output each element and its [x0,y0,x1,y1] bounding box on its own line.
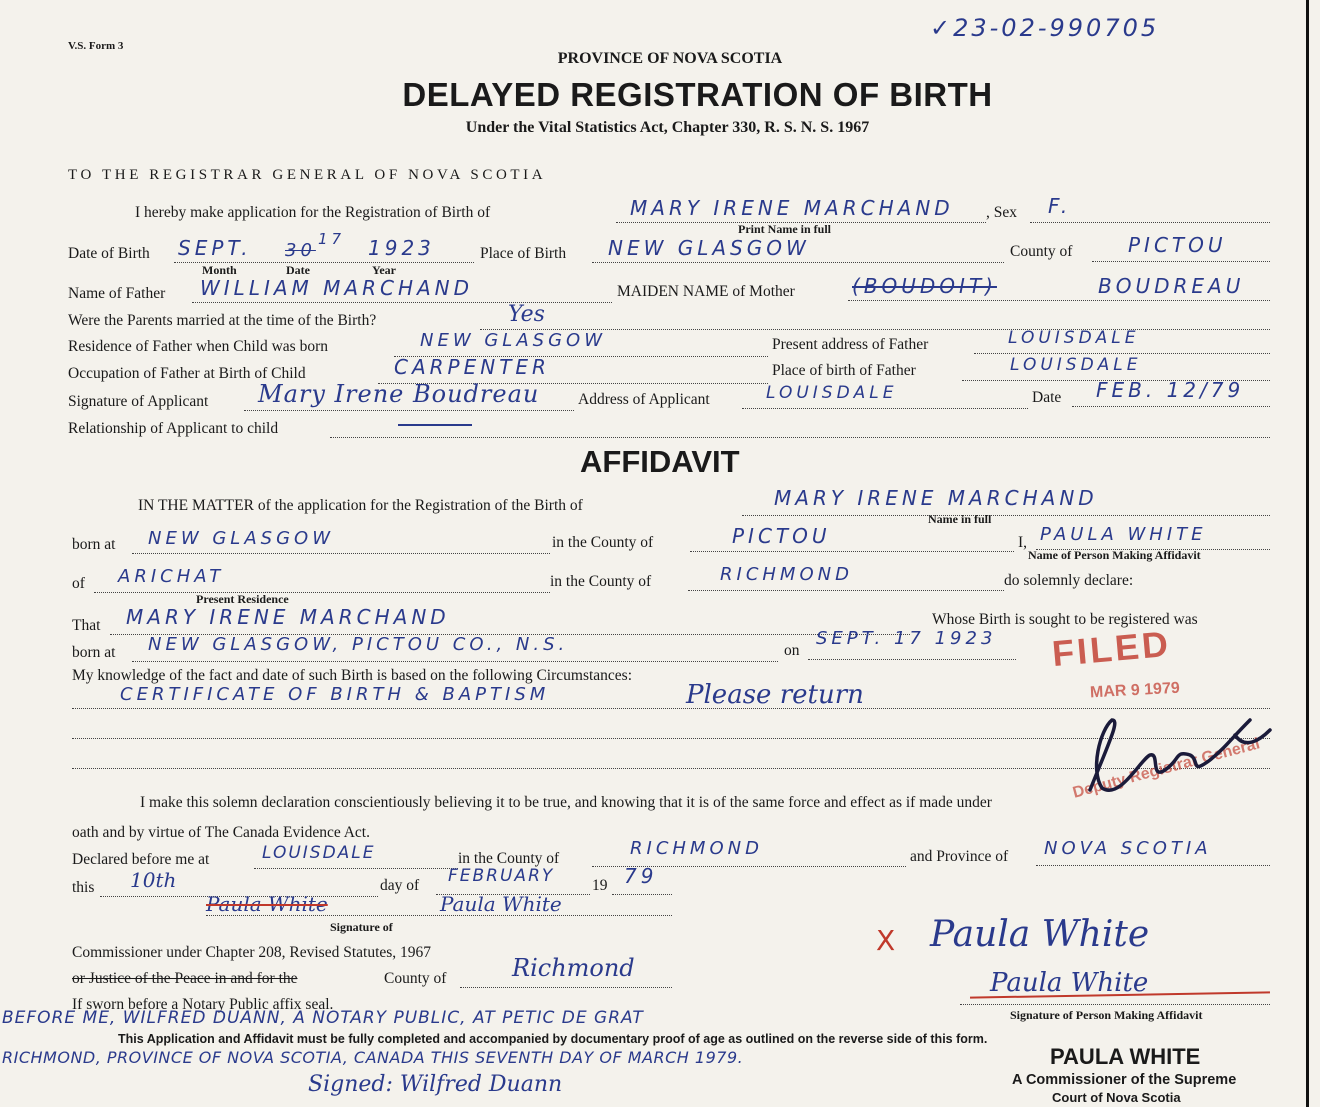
i-label: I, [1018,534,1028,551]
mother-value-struck: (BOUDOIT) [852,274,997,298]
place-value: NEW GLASGOW [608,236,810,260]
declare-label: do solemnly declare: [1004,572,1134,589]
sex-line [1030,222,1270,223]
affidavit-county-value: PICTOU [732,524,831,548]
father-birthplace-label: Place of birth of Father [772,362,916,379]
that-value: MARY IRENE MARCHAND [126,605,450,629]
commissioner-sig-line [206,915,672,916]
born-at-line [132,553,550,554]
month-caption: Month [202,263,237,277]
mother-line [848,300,1270,301]
deponent-mark: X [876,924,896,957]
dob-month: SEPT. [178,236,252,260]
county-label: County of [1010,243,1073,260]
deponent-sig-line [960,1004,1270,1005]
affidavit-heading: AFFIDAVIT [580,444,740,479]
father-value: WILLIAM MARCHAND [200,276,474,300]
mother-value: BOUDREAU [1098,274,1245,298]
stamp-office: Deputy Registrar General [1070,735,1262,802]
file-number: ✓23-02-990705 [930,14,1160,42]
commissioner-stamp-name: PAULA WHITE [1050,1044,1201,1069]
declared-label: Declared before me at [72,851,210,868]
circumstance-value: CERTIFICATE OF BIRTH & BAPTISM [120,684,550,705]
justice-label: or Justice of the Peace in and for the [72,970,298,987]
county3-label: in the County of [458,850,560,867]
deponent-caption: Name of Person Making Affidavit [1028,548,1201,562]
filed-stamp: FILED [1050,622,1173,675]
matter-line [742,515,1270,516]
province-heading: PROVINCE OF NOVA SCOTIA [557,50,783,67]
notary-label: If sworn before a Notary Public affix seal. [72,996,334,1013]
county-value: PICTOU [1128,233,1227,257]
residence-caption: Present Residence [196,592,289,606]
commissioner-signature: Paula White [440,892,562,916]
married-value: Yes [508,302,545,327]
county2-line [688,590,1004,591]
child-name: MARY IRENE MARCHAND [630,196,954,220]
document-subtitle: Under the Vital Statistics Act, Chapter 330, R. S. N. S. 1967 [465,119,870,136]
footer-note: This Application and Affidavit must be fully completed and accompanied by documentary proof of age as outlined on the reverse side of this form. [118,1032,988,1046]
month-value: FEBRUARY [448,866,555,886]
province-value: NOVA SCOTIA [1044,838,1212,859]
form-id: V.S. Form 3 [68,40,124,52]
notary-note-line2: RICHMOND, PROVINCE OF NOVA SCOTIA, CANADA THIS SEVENTH DAY OF MARCH 1979. [2,1048,744,1067]
day-label: day of [380,877,420,894]
born-at2-label: born at [72,644,116,661]
deponent-sig-caption: Signature of Person Making Affidavit [1010,1008,1203,1022]
signature-line [244,410,574,411]
residence-line-aff [94,592,550,593]
scan-edge [1306,0,1309,1107]
deponent-signature: Paula White [930,914,1150,955]
born-at2-line [132,661,778,662]
commissioner-stamp-line2: A Commissioner of the Supreme [1012,1072,1237,1088]
signature-label: Signature of Applicant [68,393,209,410]
on-value: SEPT. 17 1923 [816,628,997,649]
date-line [1072,406,1270,407]
applicant-addr-line [742,408,1028,409]
dob-year: 1923 [368,236,435,260]
applicant-addr-label: Address of Applicant [578,391,710,408]
stamp-date: MAR 9 1979 [1089,679,1181,702]
place-label: Place of Birth [480,245,567,262]
county2-label: in the County of [550,573,652,590]
deponent-residence: ARICHAT [118,566,225,587]
print-name-caption: Print Name in full [738,222,831,236]
dob-date: 17 [318,230,346,248]
intro-label: I hereby make application for the Registration of Birth of [135,204,491,221]
knowledge-label: My knowledge of the fact and date of such Birth is based on the following Circumstances: [72,667,633,684]
applicant-signature: Mary Irene Boudreau [258,380,540,408]
registrar-signature-icon [1050,700,1280,810]
county3-value: RICHMOND [630,838,763,859]
matter-label: IN THE MATTER of the application for the Registration of the Birth of [138,497,583,514]
province-line [1036,865,1270,866]
notary-note-line1: BEFORE ME, WILFRED DUANN, A NOTARY PUBLIC, AT PETIC DE GRAT [2,1008,644,1028]
date-caption: Date [286,263,310,277]
date-label: Date [1032,389,1062,406]
father-birthplace-value: LOUISDALE [1010,355,1142,375]
declaration-text: I make this solemn declaration conscientiously believing it to be true, and knowing that it is of the same force and effect as if made under [140,794,992,811]
mother-label: MAIDEN NAME of Mother [617,283,795,300]
father-label: Name of Father [68,285,166,302]
dob-date-struck: 30 [285,240,316,261]
place-line [592,262,1004,263]
present-addr-line [974,353,1270,354]
dob-label: Date of Birth [68,245,150,262]
residence-value: NEW GLASGOW [420,330,606,351]
of-label: of [72,575,85,592]
married-label: Were the Parents married at the time of the Birth? [68,312,377,329]
year-prefix: 19 [592,877,608,894]
signature-of-caption: Signature of [330,920,393,934]
relationship-label: Relationship of Applicant to child [68,420,279,437]
county-line [1092,261,1270,262]
name-caption: Name in full [928,512,992,526]
declared-place: LOUISDALE [262,843,376,863]
present-addr-value: LOUISDALE [1008,328,1140,348]
born-at-value: NEW GLASGOW [148,528,334,549]
year-value: 79 [624,864,658,888]
on-label: on [784,642,800,659]
born-at-label: born at [72,536,116,553]
county-of-label: in the County of [552,534,654,551]
sex-label: , Sex [986,204,1017,221]
declaration-text-2: oath and by virtue of The Canada Evidence Act. [72,824,370,841]
commissioner-signature-struck: Paula White [206,892,328,916]
day-value: 10th [130,868,177,892]
notary-note-line3: Signed: Wilfred Duann [308,1072,563,1097]
commissioner-label: Commissioner under Chapter 208, Revised Statutes, 1967 [72,944,432,961]
residence-label: Residence of Father when Child was born [68,338,328,355]
present-addr-label: Present address of Father [772,336,929,353]
year-line [612,894,672,895]
occupation-label: Occupation of Father at Birth of Child [68,365,306,382]
matter-name: MARY IRENE MARCHAND [774,486,1098,510]
whose-birth-label: Whose Birth is sought to be registered was [932,611,1198,628]
on-line [808,659,1016,660]
born-at2-value: NEW GLASGOW, PICTOU CO., N.S. [148,634,569,655]
commissioner-stamp-line3: Court of Nova Scotia [1052,1090,1181,1105]
this-label: this [72,879,95,896]
relationship-line [330,437,1270,438]
county4-value: Richmond [512,954,635,982]
affidavit-county-line [690,551,1014,552]
county4-line [460,987,672,988]
relationship-dash [398,424,472,426]
date-value: FEB. 12/79 [1096,378,1245,402]
county2-value: RICHMOND [720,564,853,585]
document-title: DELAYED REGISTRATION OF BIRTH [402,76,993,113]
county4-label: County of [384,970,447,987]
declared-line [254,868,458,869]
province-label: and Province of [910,848,1009,865]
deponent-signature-struck: Paula White [990,968,1149,998]
sex-value: F. [1048,194,1072,218]
applicant-addr-value: LOUISDALE [766,383,898,403]
that-label: That [72,617,101,634]
year-caption: Year [372,263,396,277]
father-line [192,302,612,303]
circumstance-note: Please return [686,680,864,710]
addressee: TO THE REGISTRAR GENERAL OF NOVA SCOTIA [68,167,547,183]
deponent-name: PAULA WHITE [1040,524,1207,545]
occupation-value: CARPENTER [394,355,550,379]
